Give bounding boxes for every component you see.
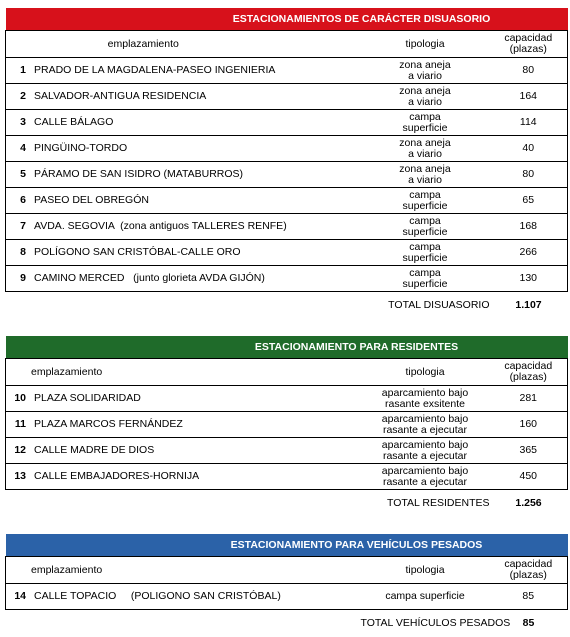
tipologia-cell: campa superficie bbox=[361, 266, 490, 292]
total-label: TOTAL RESIDENTES bbox=[361, 490, 490, 518]
tipologia-cell: campa superficie bbox=[361, 214, 490, 240]
location-cell bbox=[6, 162, 361, 188]
tipologia-cell: aparcamiento bajo rasante a ejecutar bbox=[361, 412, 490, 438]
table-row bbox=[6, 438, 568, 464]
column-header-row bbox=[6, 359, 568, 386]
row-number: 5 bbox=[6, 169, 26, 180]
table-header-row bbox=[6, 534, 568, 557]
total-row bbox=[6, 292, 568, 320]
location-name: PLAZA SOLIDARIDAD bbox=[34, 392, 141, 404]
location-name: CALLE EMBAJADORES-HORNIJA bbox=[34, 470, 199, 482]
table-row bbox=[6, 266, 568, 292]
location-cell bbox=[6, 464, 361, 490]
row-number: 11 bbox=[6, 419, 26, 430]
location-cell bbox=[6, 188, 361, 214]
col-capacidad: capacidad (plazas) bbox=[490, 557, 568, 584]
location-cell bbox=[6, 136, 361, 162]
tipologia-cell: zona aneja a viario bbox=[361, 84, 490, 110]
row-number: 13 bbox=[6, 471, 26, 482]
tipologia-cell: aparcamiento bajo rasante exsitente bbox=[361, 386, 490, 412]
capacity-cell: 130 bbox=[490, 266, 568, 292]
table-row bbox=[6, 412, 568, 438]
location-cell bbox=[6, 412, 361, 438]
capacity-cell: 365 bbox=[490, 438, 568, 464]
capacity-cell: 80 bbox=[490, 162, 568, 188]
col-capacidad: capacidad (plazas) bbox=[490, 359, 568, 386]
row-number: 1 bbox=[6, 65, 26, 76]
table-row bbox=[6, 84, 568, 110]
location-name: SALVADOR-ANTIGUA RESIDENCIA bbox=[34, 90, 206, 102]
location-cell bbox=[6, 584, 361, 610]
location-name: PINGÜINO-TORDO bbox=[34, 142, 127, 154]
table-row bbox=[6, 214, 568, 240]
location-name: PÁRAMO DE SAN ISIDRO (MATABURROS) bbox=[34, 168, 243, 180]
location-cell bbox=[6, 214, 361, 240]
col-capacidad: capacidad (plazas) bbox=[490, 31, 568, 58]
row-number: 2 bbox=[6, 91, 26, 102]
tipologia-cell: aparcamiento bajo rasante a ejecutar bbox=[361, 438, 490, 464]
col-emplazamiento: emplazamiento bbox=[6, 557, 361, 584]
capacity-cell: 281 bbox=[490, 386, 568, 412]
location-name: CALLE TOPACIO (POLIGONO SAN CRISTÓBAL) bbox=[34, 590, 281, 602]
total-row bbox=[6, 490, 568, 518]
tipologia-cell: campa superficie bbox=[361, 110, 490, 136]
capacity-cell: 40 bbox=[490, 136, 568, 162]
row-number: 3 bbox=[6, 117, 26, 128]
table-title: ESTACIONAMIENTOS DE CARÁCTER DISUASORIO bbox=[6, 8, 568, 31]
location-cell bbox=[6, 84, 361, 110]
location-name: PASEO DEL OBREGÓN bbox=[34, 194, 149, 206]
location-cell bbox=[6, 438, 361, 464]
row-number: 10 bbox=[6, 393, 26, 404]
table-header-row bbox=[6, 336, 568, 359]
tipologia-cell: zona aneja a viario bbox=[361, 162, 490, 188]
row-number: 14 bbox=[6, 591, 26, 602]
total-value: 85 bbox=[490, 610, 568, 637]
table-row bbox=[6, 240, 568, 266]
column-header-row bbox=[6, 557, 568, 584]
row-number: 8 bbox=[6, 247, 26, 258]
capacity-cell: 168 bbox=[490, 214, 568, 240]
table-row bbox=[6, 58, 568, 84]
table-pesados bbox=[5, 534, 568, 637]
table-row bbox=[6, 136, 568, 162]
location-name: PRADO DE LA MAGDALENA-PASEO INGENIERIA bbox=[34, 64, 275, 76]
location-cell bbox=[6, 110, 361, 136]
location-cell bbox=[6, 386, 361, 412]
tipologia-cell: campa superficie bbox=[361, 188, 490, 214]
total-value: 1.107 bbox=[490, 292, 568, 320]
tipologia-cell: aparcamiento bajo rasante a ejecutar bbox=[361, 464, 490, 490]
tipologia-cell: zona aneja a viario bbox=[361, 136, 490, 162]
total-row bbox=[6, 610, 568, 637]
table-row bbox=[6, 386, 568, 412]
capacity-cell: 450 bbox=[490, 464, 568, 490]
table-disuasorio bbox=[5, 8, 568, 319]
table-row bbox=[6, 584, 568, 610]
location-cell bbox=[6, 58, 361, 84]
table-header-row bbox=[6, 8, 568, 31]
capacity-cell: 65 bbox=[490, 188, 568, 214]
total-label: TOTAL VEHÍCULOS PESADOS bbox=[361, 610, 490, 637]
col-tipologia: tipologia bbox=[361, 359, 490, 386]
table-row bbox=[6, 162, 568, 188]
location-name: CALLE MADRE DE DIOS bbox=[34, 444, 154, 456]
table-row bbox=[6, 464, 568, 490]
capacity-cell: 160 bbox=[490, 412, 568, 438]
row-number: 7 bbox=[6, 221, 26, 232]
row-number: 6 bbox=[6, 195, 26, 206]
capacity-cell: 164 bbox=[490, 84, 568, 110]
tipologia-cell: zona aneja a viario bbox=[361, 58, 490, 84]
row-number: 4 bbox=[6, 143, 26, 154]
total-value: 1.256 bbox=[490, 490, 568, 518]
table-title: ESTACIONAMIENTO PARA RESIDENTES bbox=[6, 336, 568, 359]
table-title: ESTACIONAMIENTO PARA VEHÍCULOS PESADOS bbox=[6, 534, 568, 557]
location-name: CAMINO MERCED (junto glorieta AVDA GIJÓN) bbox=[34, 272, 265, 284]
capacity-cell: 80 bbox=[490, 58, 568, 84]
table-row bbox=[6, 110, 568, 136]
location-name: AVDA. SEGOVIA (zona antiguos TALLERES RENFE) bbox=[34, 220, 287, 232]
column-header-row bbox=[6, 31, 568, 58]
capacity-cell: 85 bbox=[490, 584, 568, 610]
table-residentes bbox=[5, 336, 568, 517]
location-name: POLÍGONO SAN CRISTÓBAL-CALLE ORO bbox=[34, 246, 241, 258]
capacity-cell: 114 bbox=[490, 110, 568, 136]
tipologia-cell: campa superficie bbox=[361, 584, 490, 610]
location-cell bbox=[6, 240, 361, 266]
total-label: TOTAL DISUASORIO bbox=[361, 292, 490, 320]
tipologia-cell: campa superficie bbox=[361, 240, 490, 266]
location-cell bbox=[6, 266, 361, 292]
col-emplazamiento: emplazamiento bbox=[6, 359, 361, 386]
col-tipologia: tipologia bbox=[361, 31, 490, 58]
capacity-cell: 266 bbox=[490, 240, 568, 266]
row-number: 9 bbox=[6, 273, 26, 284]
location-name: CALLE BÁLAGO bbox=[34, 116, 113, 128]
row-number: 12 bbox=[6, 445, 26, 456]
col-tipologia: tipologia bbox=[361, 557, 490, 584]
col-emplazamiento: emplazamiento bbox=[6, 31, 361, 58]
location-name: PLAZA MARCOS FERNÁNDEZ bbox=[34, 418, 183, 430]
table-row bbox=[6, 188, 568, 214]
